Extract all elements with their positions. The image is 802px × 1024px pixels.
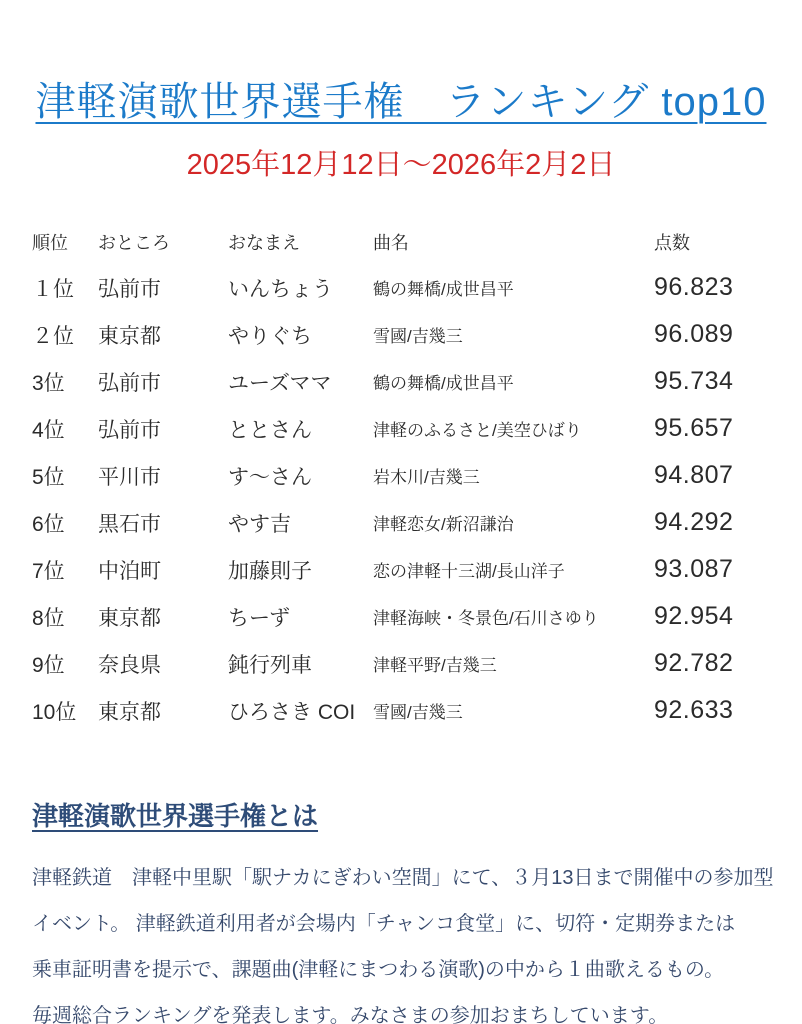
name-cell: いんちょう [228, 277, 333, 301]
page-title: 津軽演歌世界選手権 ランキング top10 [35, 80, 767, 124]
name-cell: す～さん [228, 465, 312, 489]
rank-cell: １位 [32, 277, 74, 301]
table-row [32, 452, 772, 499]
rank-cell: 7位 [32, 559, 65, 583]
col-header-song: 曲名 [373, 233, 409, 253]
song-cell: 岩木川/吉幾三 [373, 468, 480, 487]
score-cell: 92.954 [654, 602, 734, 630]
name-cell: やりぐち [228, 324, 312, 348]
name-cell: ととさん [228, 418, 312, 442]
score-cell: 95.734 [654, 367, 734, 395]
name-cell: やす吉 [228, 512, 291, 536]
rank-cell: 3位 [32, 371, 65, 395]
table-row [32, 311, 772, 358]
song-cell: 津軽のふるさと/美空ひばり [373, 421, 582, 440]
place-cell: 中泊町 [98, 559, 161, 583]
place-cell: 黒石市 [98, 512, 161, 536]
table-row [32, 593, 772, 640]
place-cell: 弘前市 [98, 371, 161, 395]
score-cell: 96.823 [654, 273, 734, 301]
col-header-place: おところ [98, 233, 170, 253]
name-cell: 鈍行列車 [228, 653, 312, 677]
song-cell: 津軽恋女/新沼謙治 [373, 515, 514, 534]
about-text-line: 津軽鉄道 津軽中里駅「駅ナカにぎわい空間」にて、３月13日まで開催中の参加型 [32, 867, 774, 889]
about-section [32, 796, 772, 1024]
rank-cell: 5位 [32, 465, 65, 489]
about-text-line: 乗車証明書を提示で、課題曲(津軽にまつわる演歌)の中から１曲歌えるもの。 [32, 959, 725, 981]
place-cell: 東京都 [98, 606, 161, 630]
score-cell: 94.807 [654, 461, 734, 489]
place-cell: 弘前市 [98, 418, 161, 442]
table-row [32, 499, 772, 546]
song-cell: 雪國/吉幾三 [373, 327, 463, 346]
name-cell: 加藤則子 [228, 559, 312, 583]
rank-cell: 8位 [32, 606, 65, 630]
song-cell: 雪國/吉幾三 [373, 703, 463, 722]
table-row [32, 264, 772, 311]
about-text-line: イベント。 津軽鉄道利用者が会場内「チャンコ食堂」に、切符・定期券または [32, 913, 736, 935]
song-cell: 鶴の舞橋/成世昌平 [373, 374, 514, 393]
place-cell: 東京都 [98, 324, 161, 348]
place-cell: 弘前市 [98, 277, 161, 301]
score-cell: 94.292 [654, 508, 734, 536]
table-row [32, 687, 772, 734]
score-cell: 95.657 [654, 414, 734, 442]
score-cell: 96.089 [654, 320, 734, 348]
score-cell: 93.087 [654, 555, 734, 583]
score-cell: 92.782 [654, 649, 734, 677]
col-header-name: おなまえ [228, 233, 300, 253]
about-text-line: 毎週総合ランキングを発表します。みなさまの参加おまちしています。 [32, 1005, 669, 1024]
col-header-rank: 順位 [32, 233, 68, 253]
place-cell: 東京都 [98, 700, 161, 724]
table-row [32, 640, 772, 687]
rank-cell: 10位 [32, 700, 77, 724]
score-cell: 92.633 [654, 696, 734, 724]
table-header-row [32, 220, 772, 264]
date-range: 2025年12月12日～2026年2月2日 [186, 149, 616, 181]
rank-cell: 9位 [32, 653, 65, 677]
about-heading: 津軽演歌世界選手権とは [32, 801, 319, 831]
rank-cell: ２位 [32, 324, 74, 348]
song-cell: 鶴の舞橋/成世昌平 [373, 280, 514, 299]
song-cell: 恋の津軽十三湖/長山洋子 [373, 562, 565, 581]
col-header-score: 点数 [654, 233, 690, 253]
table-row [32, 546, 772, 593]
name-cell: ひろさき COI [228, 700, 356, 724]
song-cell: 津軽平野/吉幾三 [373, 656, 497, 675]
place-cell: 奈良県 [98, 653, 161, 677]
name-cell: ちーず [228, 606, 290, 630]
name-cell: ユーズママ [228, 371, 332, 395]
ranking-table [32, 220, 772, 734]
rank-cell: 6位 [32, 512, 65, 536]
place-cell: 平川市 [98, 465, 161, 489]
rank-cell: 4位 [32, 418, 65, 442]
table-row [32, 405, 772, 452]
table-row [32, 358, 772, 405]
song-cell: 津軽海峡・冬景色/石川さゆり [373, 609, 599, 628]
